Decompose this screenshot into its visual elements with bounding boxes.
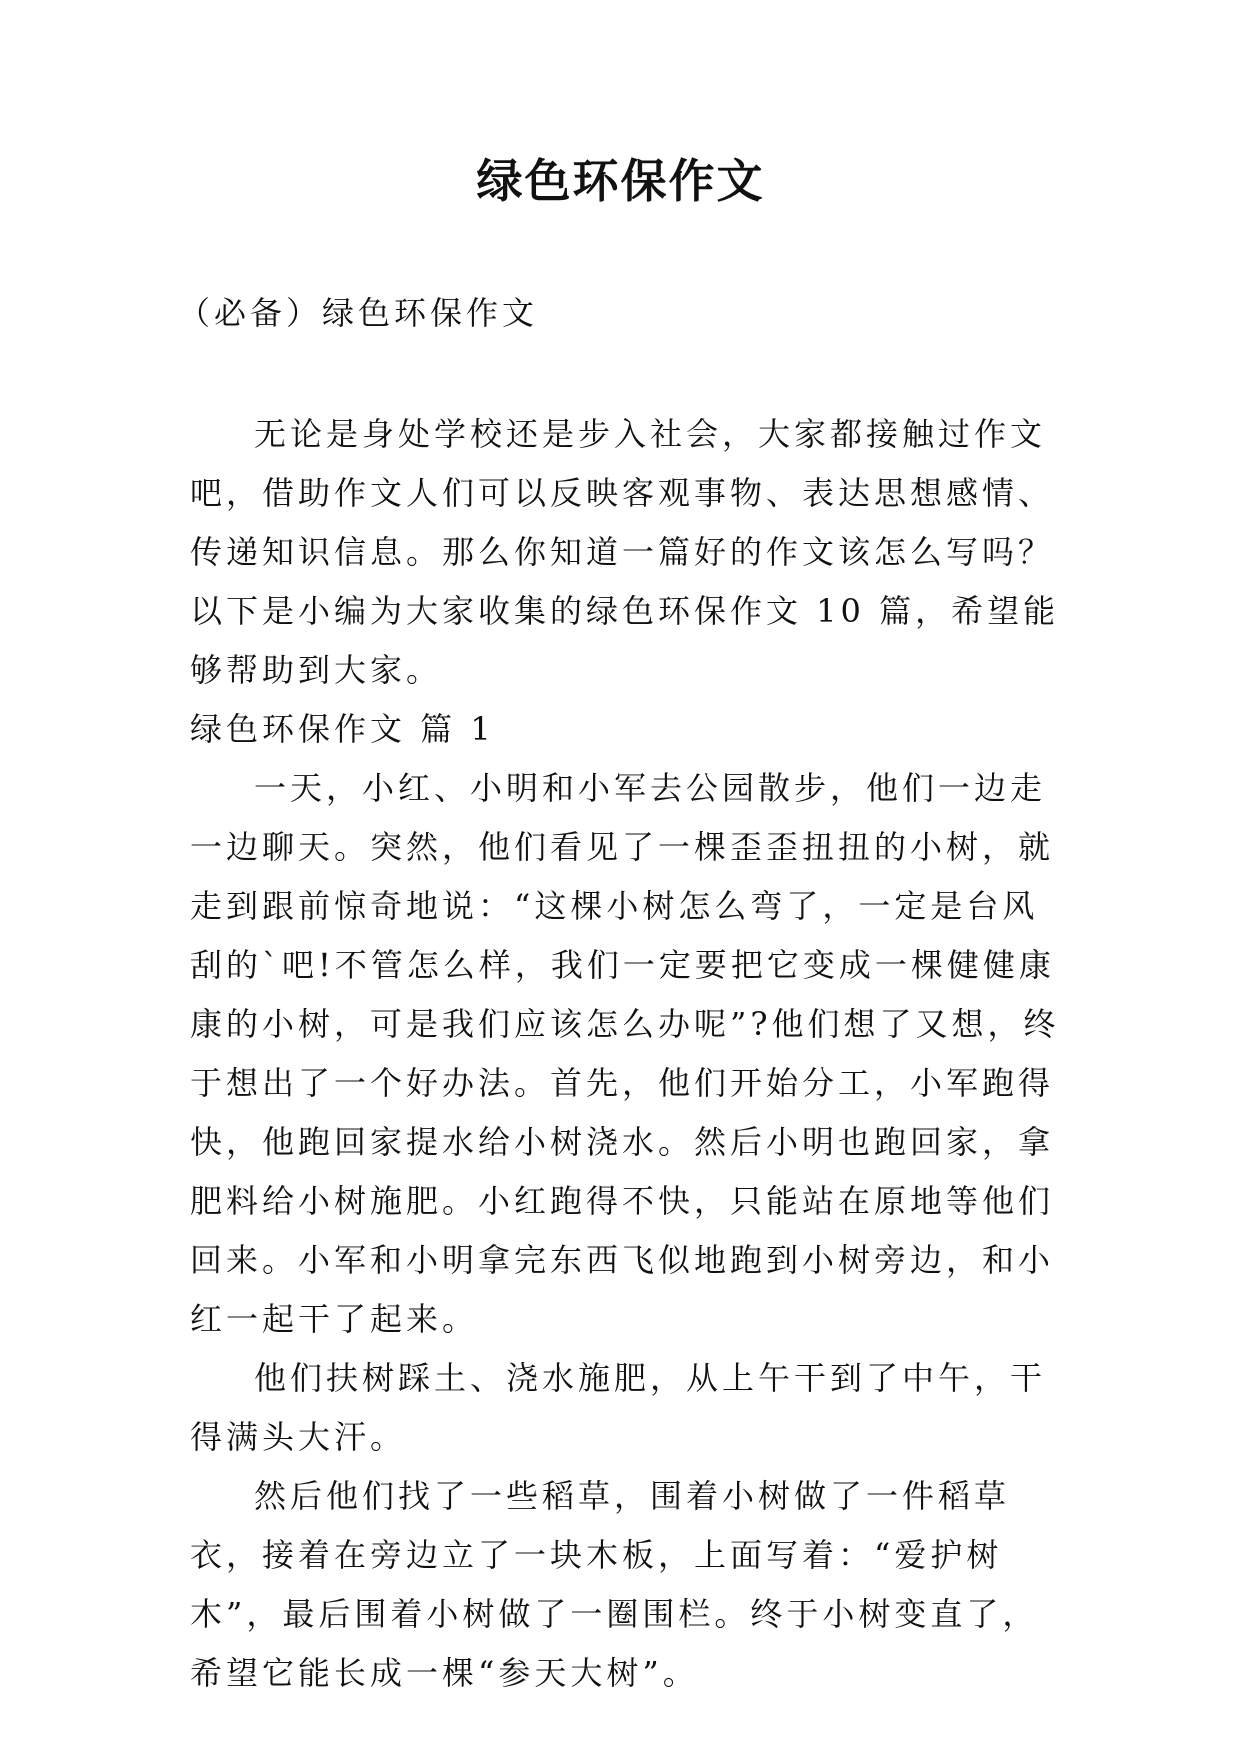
document-title: 绿色环保作文 — [476, 154, 765, 208]
intro-paragraph: 无论是身处学校还是步入社会，大家都接触过作文吧，借助作文人们可以反映客观事物、表达思想感情、传递知识信息。那么你知道一篇好的作文该怎么写吗？以下是小编为大家收集的绿色环保作文 10 篇，希望能够帮助到大家。 — [190, 415, 1060, 689]
document-subtitle: （必备）绿色环保作文 — [178, 294, 539, 332]
document-body — [190, 405, 1070, 1703]
section-heading: 绿色环保作文 篇 1 — [190, 710, 495, 748]
body-paragraph-1: 一天，小红、小明和小军去公园散步，他们一边走一边聊天。突然，他们看见了一棵歪歪扭扭的小树，就走到跟前惊奇地说：“这棵小树怎么弯了，一定是台风刮的`吧!不管怎么样，我们一定要把它变成一棵健健康康的小树，可是我们应该怎么办呢”?他们想了又想，终于想出了一个好办法。首先，他们开始分工，小军跑得快，他跑回家提水给小树浇水。然后小明也跑回家，拿肥料给小树施肥。小红跑得不快，只能站在原地等他们回来。小军和小明拿完东西飞似地跑到小树旁边，和小红一起干了起来。 — [190, 769, 1060, 1338]
body-paragraph-3: 然后他们找了一些稻草，围着小树做了一件稻草衣，接着在旁边立了一块木板，上面写着：“爱护树木”，最后围着小树做了一圈围栏。终于小树变直了，希望它能长成一棵“参天大树”。 — [190, 1477, 1039, 1692]
body-paragraph-2: 他们扶树踩土、浇水施肥，从上午干到了中午，干得满头大汗。 — [190, 1359, 1047, 1456]
